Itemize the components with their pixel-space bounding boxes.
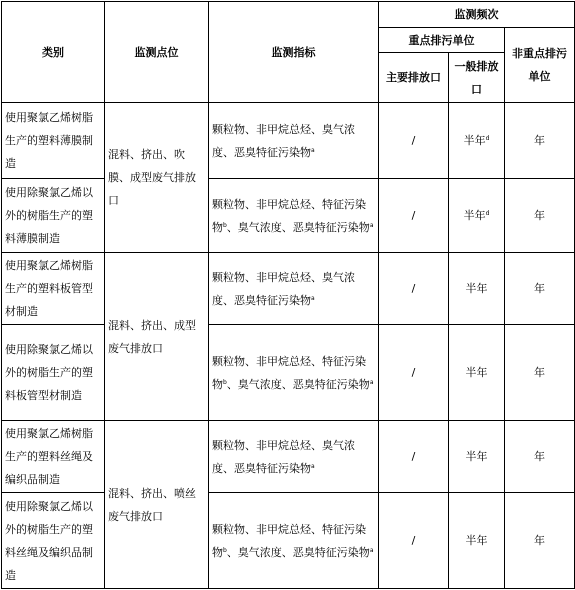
main-outlet-cell: / <box>379 493 449 589</box>
indicator-cell <box>209 421 379 493</box>
indicator-cell <box>209 253 379 325</box>
header-main-outlet: 主要排放口 <box>379 53 449 103</box>
frequency-text: 半年 <box>463 209 486 222</box>
header-point: 监测点位 <box>105 2 209 103</box>
table-row <box>2 179 575 253</box>
category-cell: 使用除聚氯乙烯以外的树脂生产的塑料板管型材制造 <box>2 325 105 421</box>
point-cell: 混料、挤出、吹膜、成型废气排放口 <box>105 103 209 253</box>
general-outlet-cell: 半年 <box>449 253 505 325</box>
indicator-text: 颗粒物、非甲烷总烃、特征污染物 <box>212 522 366 559</box>
footnote-mark: a <box>311 462 315 470</box>
footnote-mark: a <box>369 378 374 386</box>
footnote-mark: b <box>223 546 227 554</box>
indicator-text: 、臭气浓度、恶臭特征污染物 <box>226 220 370 234</box>
table-row <box>2 253 575 325</box>
header-nonkey-unit: 非重点排污单位 <box>505 28 575 103</box>
main-outlet-cell: / <box>379 103 449 179</box>
header-key-unit: 重点排污单位 <box>379 28 505 53</box>
indicator-text: 颗粒物、非甲烷总烃、特征污染物 <box>212 354 366 391</box>
indicator-text: 颗粒物、非甲烷总烃、臭气浓度、恶臭特征污染物 <box>212 438 355 475</box>
general-outlet-cell: 半年 <box>449 421 505 493</box>
nonkey-unit-cell: 年 <box>505 103 575 179</box>
table-row <box>2 103 575 179</box>
indicator-cell <box>209 325 379 421</box>
nonkey-unit-cell: 年 <box>505 325 575 421</box>
category-cell: 使用聚氯乙烯树脂生产的塑料薄膜制造 <box>2 103 105 179</box>
footnote-mark: b <box>223 221 227 229</box>
indicator-text: 、臭气浓度、恶臭特征污染物 <box>226 377 370 391</box>
footnote-mark: a <box>311 146 315 154</box>
footnote-mark: a <box>369 546 374 554</box>
general-outlet-cell <box>449 103 505 179</box>
main-outlet-cell: / <box>379 253 449 325</box>
footnote-mark: d <box>485 210 490 217</box>
indicator-cell <box>209 103 379 179</box>
footnote-mark: a <box>369 221 374 229</box>
indicator-text: 颗粒物、非甲烷总烃、臭气浓度、恶臭特征污染物 <box>212 122 355 159</box>
general-outlet-cell <box>449 179 505 253</box>
footnote-mark: a <box>311 294 315 302</box>
nonkey-unit-cell: 年 <box>505 421 575 493</box>
header-indicator: 监测指标 <box>209 2 379 103</box>
table-row <box>2 421 575 493</box>
indicator-text: 颗粒物、非甲烷总烃、特征污染物 <box>212 197 366 234</box>
main-outlet-cell: / <box>379 325 449 421</box>
main-outlet-cell: / <box>379 421 449 493</box>
table-row <box>2 325 575 421</box>
category-cell: 使用聚氯乙烯树脂生产的塑料丝绳及编织品制造 <box>2 421 105 493</box>
main-outlet-cell: / <box>379 179 449 253</box>
footnote-mark: d <box>485 135 490 142</box>
general-outlet-cell: 半年 <box>449 325 505 421</box>
header-category: 类别 <box>2 2 105 103</box>
nonkey-unit-cell: 年 <box>505 253 575 325</box>
header-general-outlet: 一般排放口 <box>449 53 505 103</box>
frequency-text: 半年 <box>463 134 486 147</box>
indicator-text: 颗粒物、非甲烷总烃、臭气浓度、恶臭特征污染物 <box>212 270 355 307</box>
point-cell: 混料、挤出、成型废气排放口 <box>105 253 209 421</box>
category-cell: 使用聚氯乙烯树脂生产的塑料板管型材制造 <box>2 253 105 325</box>
category-cell: 使用除聚氯乙烯以外的树脂生产的塑料丝绳及编织品制造 <box>2 493 105 589</box>
category-cell: 使用除聚氯乙烯以外的树脂生产的塑料薄膜制造 <box>2 179 105 253</box>
nonkey-unit-cell: 年 <box>505 179 575 253</box>
general-outlet-cell: 半年 <box>449 493 505 589</box>
indicator-cell <box>209 179 379 253</box>
point-cell: 混料、挤出、喷丝废气排放口 <box>105 421 209 589</box>
indicator-text: 、臭气浓度、恶臭特征污染物 <box>226 545 370 559</box>
header-frequency: 监测频次 <box>379 2 575 28</box>
monitoring-table <box>1 1 575 589</box>
indicator-cell <box>209 493 379 589</box>
footnote-mark: b <box>223 378 227 386</box>
nonkey-unit-cell: 年 <box>505 493 575 589</box>
table-row <box>2 493 575 589</box>
